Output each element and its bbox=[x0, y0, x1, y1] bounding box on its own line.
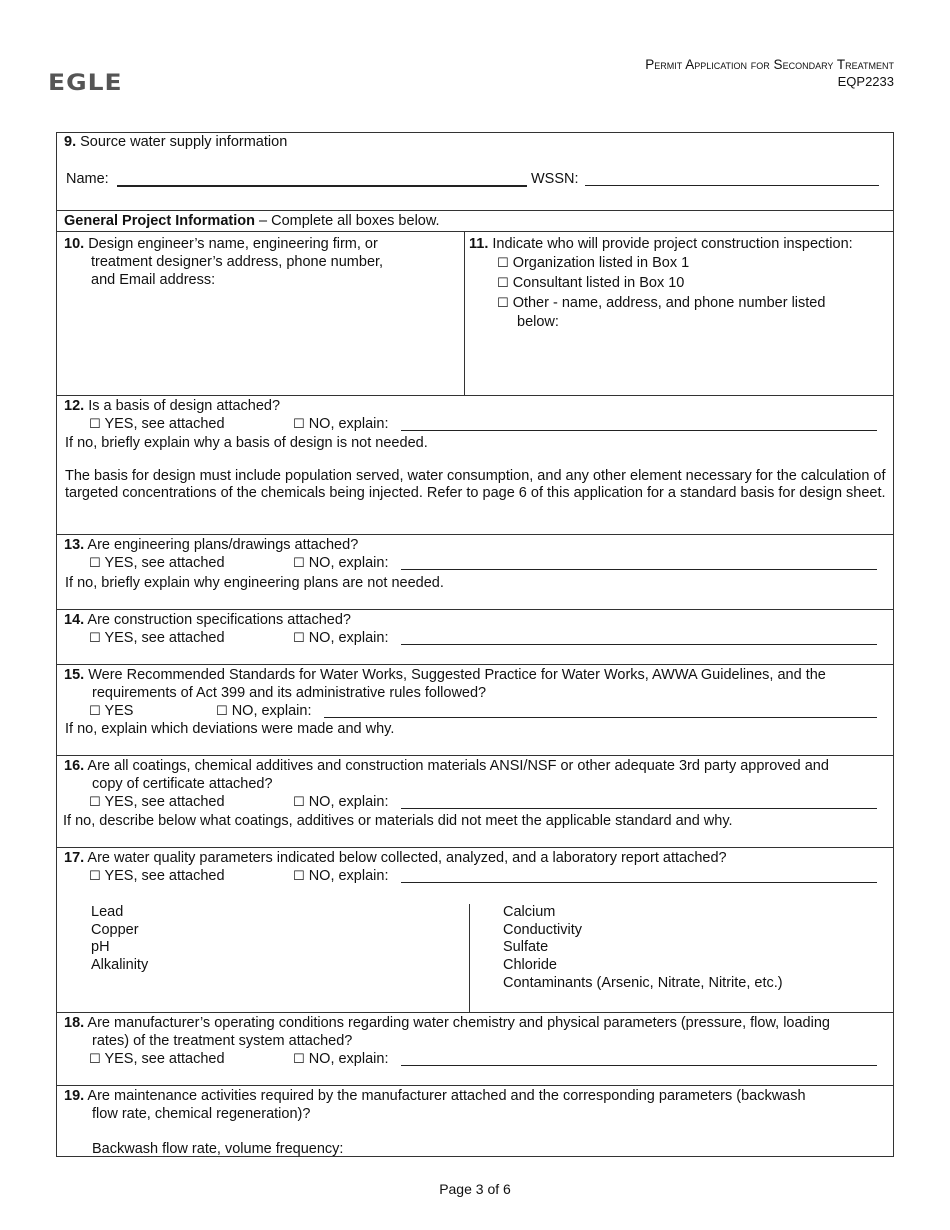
section-label: Are engineering plans/drawings attached? bbox=[87, 537, 359, 553]
explain-field[interactable] bbox=[401, 430, 877, 431]
section-label-cont: rates) of the treatment system attached? bbox=[92, 1033, 353, 1049]
section-label: Are manufacturer’s operating conditions regarding water chemistry and physical parameters (pressure, flow, loading bbox=[87, 1015, 830, 1031]
checkbox[interactable]: ☐ bbox=[216, 704, 228, 719]
yes-label: YES, see attached bbox=[104, 630, 225, 646]
section-14 bbox=[57, 610, 893, 665]
explain-field[interactable] bbox=[401, 808, 877, 809]
yes-label: YES, see attached bbox=[104, 868, 225, 884]
yes-label: YES bbox=[104, 703, 134, 719]
page-header bbox=[645, 56, 894, 90]
basis-paragraph: The basis for design must include population served, water consumption, and any other element necessary for the calculation of targeted concentrations of the chemicals being injected. Refer to page 6 of this application for a standard basis for design sheet. bbox=[65, 468, 886, 501]
no-option[interactable] bbox=[293, 1050, 388, 1069]
no-label: NO, explain: bbox=[308, 868, 389, 884]
parameter-item: Copper bbox=[91, 922, 139, 938]
option-label: Organization listed in Box 1 bbox=[512, 255, 690, 271]
no-option[interactable] bbox=[293, 554, 388, 573]
section-number: 12. bbox=[64, 398, 85, 414]
note-text: If no, briefly explain why engineering plans are not needed. bbox=[65, 575, 444, 591]
yes-label: YES, see attached bbox=[104, 794, 225, 810]
checkbox[interactable]: ☐ bbox=[293, 556, 305, 571]
section-18 bbox=[57, 1013, 893, 1086]
page-number: Page 3 of 6 bbox=[439, 1181, 511, 1197]
parameter-item: Lead bbox=[91, 904, 124, 920]
section-label: Source water supply information bbox=[80, 134, 288, 150]
section-12 bbox=[57, 396, 893, 535]
form-title: Permit Application for Secondary Treatment bbox=[645, 57, 894, 72]
no-option[interactable] bbox=[293, 793, 388, 812]
section-10-11 bbox=[57, 232, 893, 396]
yes-label: YES, see attached bbox=[104, 416, 225, 432]
explain-field[interactable] bbox=[401, 882, 877, 883]
checkbox[interactable]: ☐ bbox=[89, 417, 101, 432]
application-form bbox=[56, 132, 894, 1157]
note-text: If no, describe below what coatings, additives or materials did not meet the applicable standard and why. bbox=[63, 813, 733, 829]
explain-field[interactable] bbox=[401, 644, 877, 645]
checkbox[interactable]: ☐ bbox=[293, 417, 305, 432]
checkbox[interactable]: ☐ bbox=[89, 704, 101, 719]
no-label: NO, explain: bbox=[231, 703, 312, 719]
section-label-cont: copy of certificate attached? bbox=[92, 776, 273, 792]
general-heading-bold: General Project Information bbox=[64, 213, 255, 229]
wssn-field[interactable] bbox=[585, 185, 879, 186]
checkbox[interactable]: ☐ bbox=[89, 631, 101, 646]
section-15 bbox=[57, 665, 893, 756]
no-label: NO, explain: bbox=[308, 416, 389, 432]
option-organization[interactable] bbox=[497, 254, 689, 273]
name-label: Name: bbox=[66, 171, 109, 187]
checkbox[interactable]: ☐ bbox=[89, 1052, 101, 1067]
s10-line: and Email address: bbox=[91, 272, 216, 288]
explain-field[interactable] bbox=[401, 569, 877, 570]
section-number: 16. bbox=[64, 758, 85, 774]
yes-option[interactable] bbox=[89, 554, 225, 573]
section-label: Are construction specifications attached? bbox=[87, 612, 351, 628]
note-text: If no, explain which deviations were made and why. bbox=[65, 721, 395, 737]
parameter-item: Sulfate bbox=[503, 939, 549, 955]
option-consultant[interactable] bbox=[497, 274, 684, 293]
option-other[interactable] bbox=[497, 294, 825, 313]
checkbox[interactable]: ☐ bbox=[293, 869, 305, 884]
no-option[interactable] bbox=[216, 702, 311, 721]
yes-option[interactable] bbox=[89, 867, 225, 886]
option-label-cont: below: bbox=[517, 314, 559, 330]
yes-option[interactable] bbox=[89, 702, 133, 721]
checkbox[interactable]: ☐ bbox=[497, 296, 509, 311]
no-option[interactable] bbox=[293, 629, 388, 648]
section-label: Are water quality parameters indicated below collected, analyzed, and a laboratory report attached? bbox=[87, 850, 727, 866]
checkbox[interactable]: ☐ bbox=[497, 276, 509, 291]
section-number: 9. bbox=[64, 134, 77, 150]
section-9 bbox=[57, 133, 893, 211]
section-label: Were Recommended Standards for Water Works, Suggested Practice for Water Works, AWWA Guidelines, and the bbox=[88, 667, 826, 683]
option-label: Consultant listed in Box 10 bbox=[512, 275, 685, 291]
checkbox[interactable]: ☐ bbox=[497, 256, 509, 271]
general-info-heading bbox=[57, 211, 893, 232]
s10-line: Design engineer’s name, engineering firm, or bbox=[88, 236, 378, 252]
option-label: Other - name, address, and phone number listed bbox=[512, 295, 826, 311]
yes-option[interactable] bbox=[89, 793, 225, 812]
section-number: 17. bbox=[64, 850, 85, 866]
checkbox[interactable]: ☐ bbox=[293, 631, 305, 646]
checkbox[interactable]: ☐ bbox=[89, 556, 101, 571]
no-label: NO, explain: bbox=[308, 555, 389, 571]
section-label: Are all coatings, chemical additives and construction materials ANSI/NSF or other adequate 3rd party approved and bbox=[87, 758, 829, 774]
explain-field[interactable] bbox=[401, 1065, 877, 1066]
column-divider bbox=[464, 232, 465, 395]
section-number: 15. bbox=[64, 667, 85, 683]
yes-option[interactable] bbox=[89, 629, 225, 648]
section-label: Is a basis of design attached? bbox=[88, 398, 281, 414]
explain-field[interactable] bbox=[324, 717, 877, 718]
name-field[interactable] bbox=[117, 185, 527, 187]
section-label-cont: requirements of Act 399 and its administrative rules followed? bbox=[92, 685, 487, 701]
checkbox[interactable]: ☐ bbox=[293, 1052, 305, 1067]
no-label: NO, explain: bbox=[308, 794, 389, 810]
no-label: NO, explain: bbox=[308, 1051, 389, 1067]
section-number: 13. bbox=[64, 537, 85, 553]
section-number: 19. bbox=[64, 1088, 85, 1104]
yes-label: YES, see attached bbox=[104, 1051, 225, 1067]
yes-label: YES, see attached bbox=[104, 555, 225, 571]
section-number: 14. bbox=[64, 612, 85, 628]
no-option[interactable] bbox=[293, 867, 388, 886]
parameter-item: Conductivity bbox=[503, 922, 582, 938]
checkbox[interactable]: ☐ bbox=[89, 869, 101, 884]
section-number: 11. bbox=[469, 236, 489, 252]
section-number: 18. bbox=[64, 1015, 85, 1031]
egle-logo: EGLE bbox=[48, 69, 123, 96]
parameter-divider bbox=[469, 904, 470, 1012]
section-label: Indicate who will provide project construction inspection: bbox=[492, 236, 853, 252]
checkbox[interactable]: ☐ bbox=[89, 795, 101, 810]
parameter-item: Calcium bbox=[503, 904, 556, 920]
section-19 bbox=[57, 1086, 893, 1156]
no-label: NO, explain: bbox=[308, 630, 389, 646]
wssn-label: WSSN: bbox=[531, 171, 579, 187]
backwash-label: Backwash flow rate, volume frequency: bbox=[92, 1141, 344, 1157]
section-17 bbox=[57, 848, 893, 1013]
form-number: EQP2233 bbox=[837, 74, 894, 89]
section-13 bbox=[57, 535, 893, 610]
checkbox[interactable]: ☐ bbox=[293, 795, 305, 810]
parameter-item: Contaminants (Arsenic, Nitrate, Nitrite, etc.) bbox=[503, 975, 783, 991]
no-option[interactable] bbox=[293, 415, 388, 434]
yes-option[interactable] bbox=[89, 1050, 225, 1069]
parameter-item: Alkalinity bbox=[91, 957, 149, 973]
section-16 bbox=[57, 756, 893, 848]
section-number: 10. bbox=[64, 236, 85, 252]
note-text: If no, briefly explain why a basis of design is not needed. bbox=[65, 435, 428, 451]
parameter-item: Chloride bbox=[503, 957, 557, 973]
yes-option[interactable] bbox=[89, 415, 225, 434]
s10-line: treatment designer’s address, phone number, bbox=[91, 254, 384, 270]
section-label-cont: flow rate, chemical regeneration)? bbox=[92, 1106, 311, 1122]
parameter-item: pH bbox=[91, 939, 110, 955]
general-heading-rest: – Complete all boxes below. bbox=[259, 213, 440, 229]
section-label: Are maintenance activities required by the manufacturer attached and the corresponding parameters (backwash bbox=[87, 1088, 806, 1104]
